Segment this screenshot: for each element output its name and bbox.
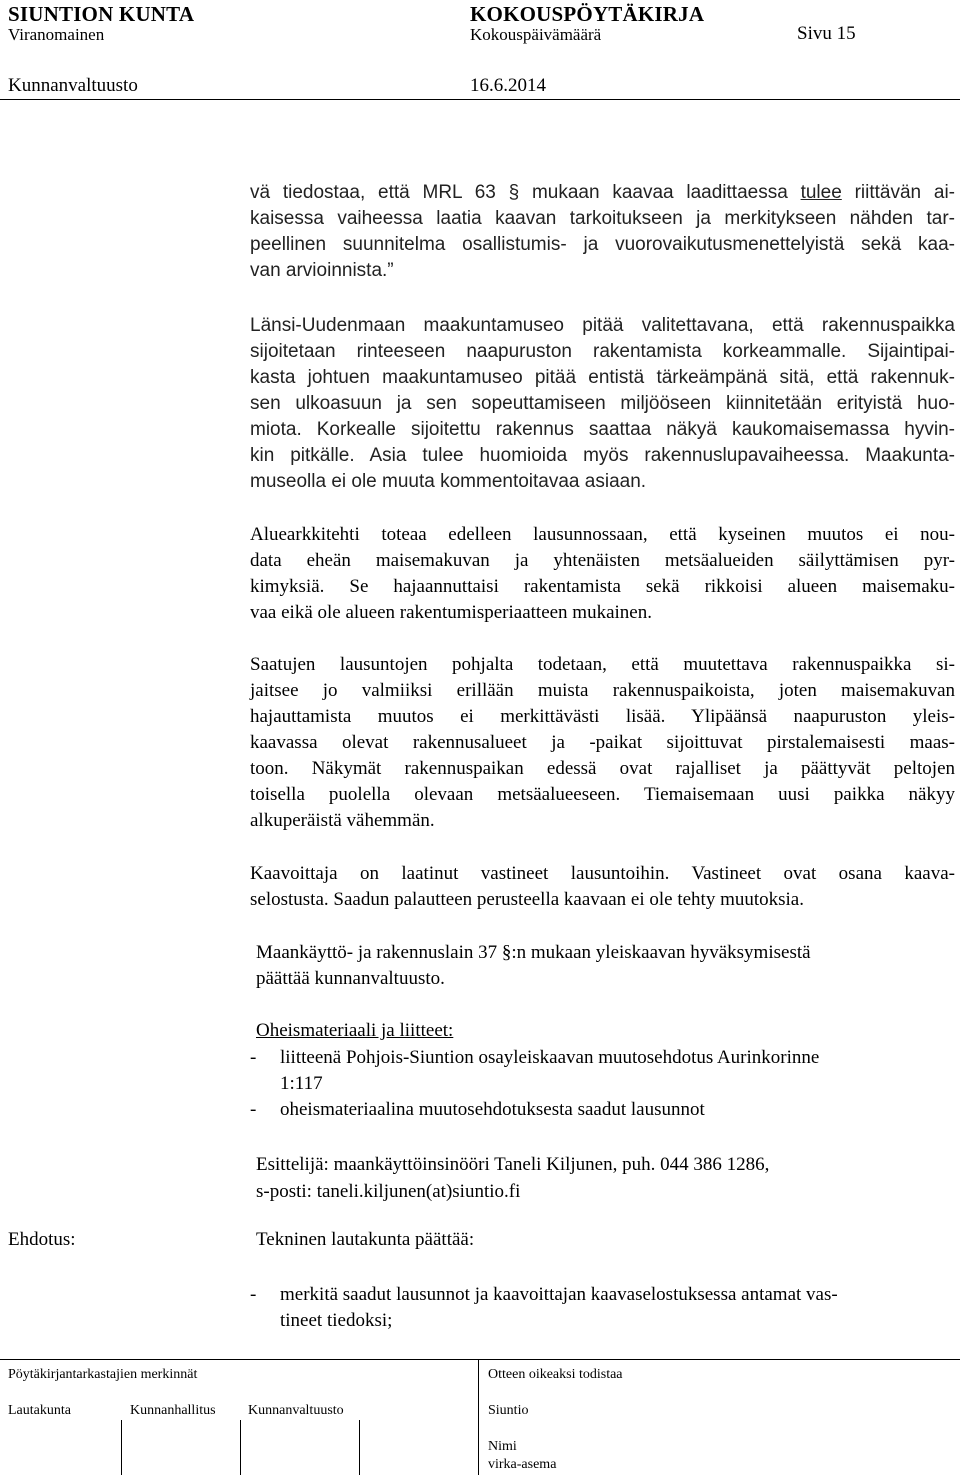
municipality-name: SIUNTION KUNTA [8,2,195,26]
proposal-label: Ehdotus: [8,1229,76,1250]
text-line: alkuperäistä vähemmän. [250,810,435,831]
proposal-text: Tekninen lautakunta päättää: [256,1229,475,1250]
text-line: vä tiedostaa, että MRL 63 § mukaan kaavaa laadittaessa tulee riittävän ai- [250,182,955,203]
paragraph-3 [250,522,955,626]
footer-divider [478,1359,479,1475]
paragraph-2 [250,313,955,495]
text-line: kaavassa olevat rakennusalueet ja -paikat sijoittuvat pirstalemaisesti maas- [250,732,955,753]
presenter-line: Esittelijä: maankäyttöinsinööri Taneli Kiljunen, puh. 044 386 1286, [256,1154,770,1175]
page-number: Sivu 15 [797,23,856,44]
text-line: toon. Näkymät rakennuspaikan edessä ovat rajalliset ja päättyvät peltojen [250,758,955,779]
attachment-text: liitteenä Pohjois-Siuntion osayleiskaavan muutosehdotus Aurinkorinne [280,1047,820,1068]
paragraph-5 [250,861,955,913]
proposal-item-text-cont: tineet tiedoksi; [280,1310,393,1331]
body-lautakunta: Lautakunta [8,1403,71,1418]
text-line: jaitsee jo valmiiksi erillään muista rakennuspaikoista, joten maisemakuvan [250,680,955,701]
proposal-item-text: merkitä saadut lausunnot ja kaavoittajan kaavaselostuksessa antamat vas- [280,1284,838,1305]
text-line: Länsi-Uudenmaan maakuntamuseo pitää valitettavana, että rakennuspaikka [250,315,955,336]
text-line: sen ulkoasuun ja sen sopeuttamiseen miljööseen kiinnitetään erityistä huo- [250,393,955,414]
text-line: miota. Korkealle sijoitettu rakennus saattaa näkyä kaukomaisemassa hyvin- [250,419,955,440]
text-line: toisella puolella olevaan metsäalueeseen. Tiemaisemaan uusi paikka näkyy [250,784,955,805]
list-dash: - [250,1047,257,1068]
body-kunnanhallitus: Kunnanhallitus [130,1403,216,1418]
text-line: museolla ei ole muuta kommentoitavaa asiaan. [250,471,647,492]
title-label: virka-asema [488,1457,557,1472]
text-line: vaa eikä ole alueen rakentumisperiaatteen mukainen. [250,602,652,623]
attachments-heading [256,1018,453,1044]
text-line: kimyksiä. Se hajaannuttaisi rakentamista sekä rikkoisi alueen maisemaku- [250,576,955,597]
text-line: Saatujen lausuntojen pohjalta todetaan, että muutettava rakennuspaikka si- [250,654,955,675]
text-line: sijoitetaan rinteeseen naapuruston rakentamista korkeammalle. Sijaintipai- [250,341,955,362]
paragraph-4 [250,652,955,834]
authority-name: Kunnanvaltuusto [8,75,138,96]
examiners-label: Pöytäkirjantarkastajien merkinnät [8,1367,198,1382]
text-line: kaisessa vaiheessa laatia kaavan tarkoitukseen ja merkitykseen nähden tar- [250,208,955,229]
footer-top-rule [0,1359,960,1360]
meeting-date: 16.6.2014 [470,75,546,96]
name-label: Nimi [488,1439,517,1454]
text-line: kin pitkälle. Asia tulee huomioida myös rakennuslupavaiheessa. Maakunta- [250,445,955,466]
paragraph-1 [250,180,955,284]
footer-col-line [240,1420,241,1475]
text-line: Maankäyttö- ja rakennuslain 37 §:n mukaan yleiskaavan hyväksymisestä [256,942,811,963]
text-line: peellinen suunnitelma osallistumis- ja vuorovaikutusmenettelyistä sekä kaa- [250,234,955,255]
text-line: päättää kunnanvaltuusto. [256,968,445,989]
list-dash: - [250,1099,257,1120]
meeting-date-label: Kokouspäivämäärä [470,25,602,44]
text-line: data eheän maisemakuvan ja yhtenäisten metsäalueiden säilyttämisen pyr- [250,550,955,571]
text-line: Kaavoittaja on laatinut vastineet lausuntoihin. Vastineet ovat osana kaava- [250,863,955,884]
list-dash: - [250,1284,257,1305]
attachments-heading-text: Oheismateriaali ja liitteet: [256,1020,454,1041]
presenter-info [256,1151,769,1205]
text-line: hajauttamista muutos ei merkittävästi lisää. Ylipäänsä naapuruston yleis- [250,706,955,727]
presenter-email: s-posti: taneli.kiljunen(at)siuntio.fi [256,1181,521,1202]
header-divider [0,99,960,100]
paragraph-6 [256,940,926,992]
underlined-word: tulee [800,182,842,203]
text-line: kasta johtuen maakuntamuseo pitää entistä tärkeämpänä sitä, että rakennuk- [250,367,955,388]
text-line: Aluearkkitehti toteaa edelleen lausunnossaan, että kyseinen muutos ei nou- [250,524,955,545]
document-type: KOKOUSPÖYTÄKIRJA [470,2,705,26]
body-kunnanvaltuusto: Kunnanvaltuusto [248,1403,344,1418]
authority-label: Viranomainen [8,25,105,44]
text-line: van arvioinnista.” [250,260,394,281]
attachment-text: oheismateriaalina muutosehdotuksesta saadut lausunnot [280,1099,705,1120]
footer-col-line [121,1420,122,1475]
text-line: selostusta. Saadun palautteen perusteella kaavaan ei ole tehty muutoksia. [250,889,804,910]
footer-col-line [359,1420,360,1475]
certified-label: Otteen oikeaksi todistaa [488,1367,623,1382]
attachment-text-cont: 1:117 [280,1073,323,1094]
place: Siuntio [488,1403,529,1418]
